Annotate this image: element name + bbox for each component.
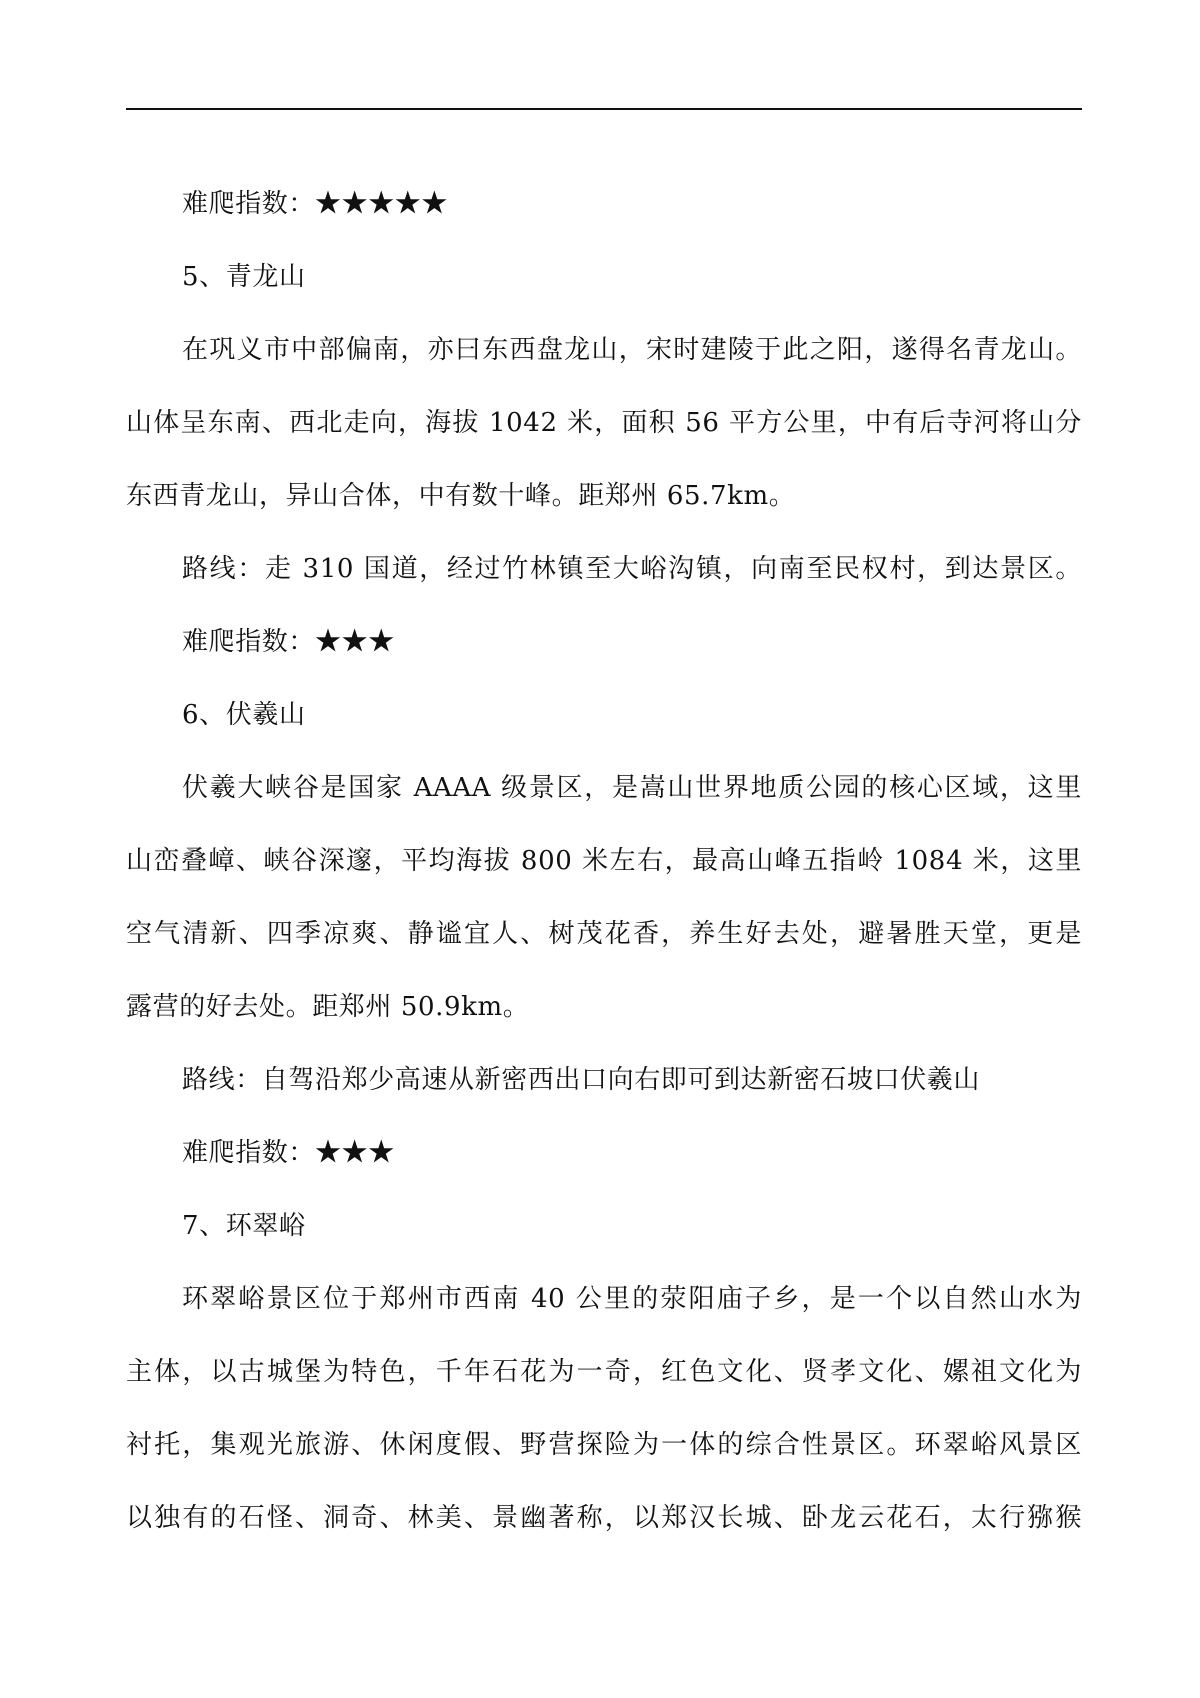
section-heading-fuxishan: 6、伏羲山: [182, 700, 306, 730]
paragraph-line: 露营的好去处。距郑州 50.9km。: [126, 992, 530, 1022]
paragraph-line: 在巩义市中部偏南，亦曰东西盘龙山，宋时建陵于此之阳，遂得名青龙山。: [182, 335, 1082, 365]
paragraph-line: 东西青龙山，异山合体，中有数十峰。距郑州 65.7km。: [126, 481, 796, 511]
paragraph-line: 伏羲大峡谷是国家 AAAA 级景区，是嵩山世界地质公园的核心区域，这里: [182, 773, 1082, 803]
route-fuxishan: 路线：自驾沿郑少高速从新密西出口向右即可到达新密石坡口伏羲山: [182, 1065, 981, 1095]
difficulty-rating-6: 难爬指数：★★★: [182, 1138, 395, 1168]
header-rule: [126, 108, 1082, 110]
paragraph-line: 空气清新、四季凉爽、静谧宜人、树茂花香，养生好去处，避暑胜天堂，更是: [126, 919, 1082, 949]
document-body: [126, 168, 1082, 1555]
paragraph-line: 山峦叠嶂、峡谷深邃，平均海拔 800 米左右，最高山峰五指岭 1084 米，这里: [126, 846, 1082, 876]
paragraph-line: 衬托，集观光旅游、休闲度假、野营探险为一体的综合性景区。环翠峪风景区: [126, 1430, 1082, 1460]
section-heading-huancuiyu: 7、环翠峪: [182, 1211, 306, 1241]
paragraph-line: 主体，以古城堡为特色，千年石花为一奇，红色文化、贤孝文化、嫘祖文化为: [126, 1357, 1082, 1387]
route-qinglongshan: 路线：走 310 国道，经过竹林镇至大峪沟镇，向南至民权村，到达景区。: [182, 554, 1082, 584]
difficulty-rating-5: 难爬指数：★★★: [182, 627, 395, 657]
section-heading-qinglongshan: 5、青龙山: [182, 262, 306, 292]
difficulty-rating-4: 难爬指数：★★★★★: [182, 189, 449, 219]
paragraph-line: 环翠峪景区位于郑州市西南 40 公里的荥阳庙子乡，是一个以自然山水为: [182, 1284, 1082, 1314]
paragraph-line: 山体呈东南、西北走向，海拔 1042 米，面积 56 平方公里，中有后寺河将山分: [126, 408, 1082, 438]
paragraph-line: 以独有的石怪、洞奇、林美、景幽著称，以郑汉长城、卧龙云花石，太行猕猴: [126, 1503, 1082, 1533]
